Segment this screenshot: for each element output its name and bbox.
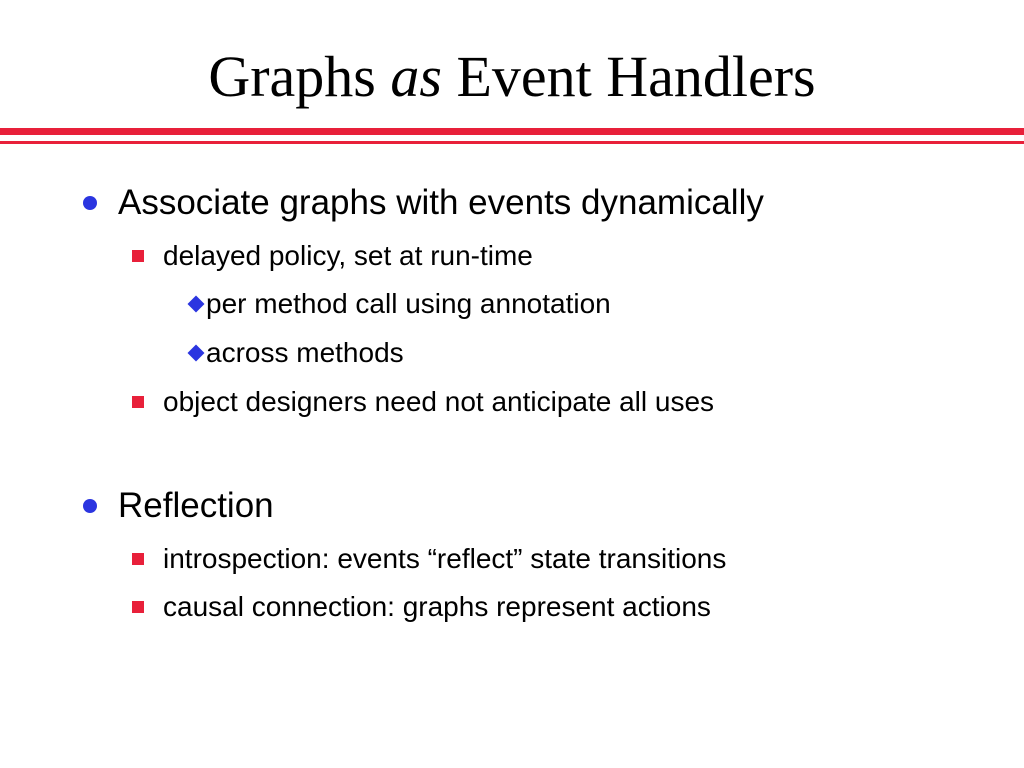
bullet-level1-text: Reflection	[118, 486, 274, 525]
bullet-level2-text: delayed policy, set at run-time	[163, 240, 533, 271]
bullet-level3-text: per method call using annotation	[206, 288, 611, 319]
slide-title	[0, 42, 1024, 112]
bullet-diamond-icon	[188, 296, 205, 313]
bullet-diamond-icon	[188, 345, 205, 362]
bullet-square-icon	[132, 250, 144, 262]
title-part-3: Event Handlers	[441, 44, 816, 109]
bullet-level2-text: causal connection: graphs represent actions	[163, 591, 711, 622]
bullet-square-icon	[132, 601, 144, 613]
bullet-square-icon	[132, 553, 144, 565]
title-part-2-italic: as	[390, 44, 442, 109]
bullet-level1-text: Associate graphs with events dynamically	[118, 183, 764, 222]
bullet-level2-text: introspection: events “reflect” state transitions	[163, 543, 727, 574]
title-part-1: Graphs	[208, 44, 391, 109]
bullet-dot-icon	[83, 196, 97, 210]
title-rule-thin	[0, 141, 1024, 144]
title-rule-thick	[0, 128, 1024, 135]
bullet-level3-text: across methods	[206, 337, 404, 368]
bullet-dot-icon	[83, 499, 97, 513]
bullet-level2-text: object designers need not anticipate all uses	[163, 386, 715, 417]
bullet-square-icon	[132, 396, 144, 408]
